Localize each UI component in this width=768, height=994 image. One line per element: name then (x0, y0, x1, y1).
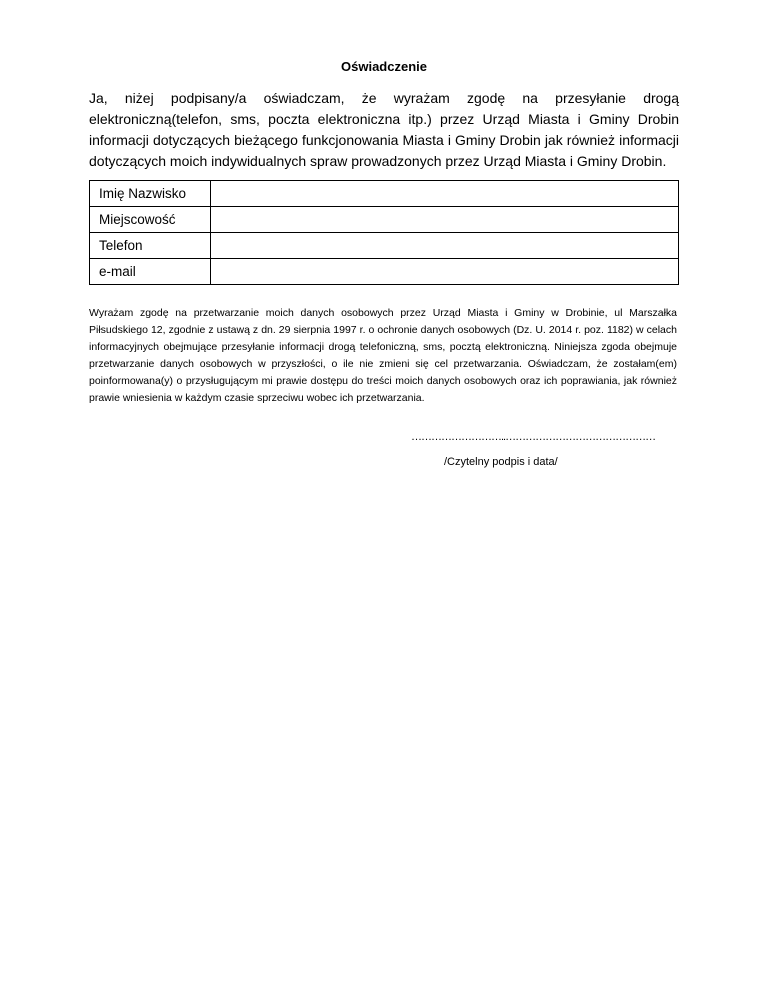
document-title: Oświadczenie (341, 59, 427, 74)
field-value-city[interactable] (211, 207, 679, 233)
field-label-phone: Telefon (90, 233, 211, 259)
field-value-email[interactable] (211, 259, 679, 285)
table-row (90, 259, 679, 285)
personal-data-table (89, 180, 679, 285)
field-label-city: Miejscowość (90, 207, 211, 233)
document-page (89, 58, 679, 407)
intro-paragraph: Ja, niżej podpisany/a oświadczam, że wyrażam zgodę na przesyłanie drogą elektroniczną(telefon, sms, poczta elektroniczna itp.) przez Urząd Miasta i Gminy Drobin informacji dotyczących bieżącego funkcjonowania Miasta i Gminy Drobin jak również informacji dotyczących moich indywidualnych spraw prowadzonych przez Urząd Miasta i Gminy Drobin. (89, 90, 679, 169)
table-row (90, 181, 679, 207)
signature-line: ………………………..……………………………………… (411, 431, 656, 443)
signature-caption: /Czytelny podpis i data/ (444, 456, 558, 468)
table-row (90, 233, 679, 259)
consent-paragraph: Wyrażam zgodę na przetwarzanie moich danych osobowych przez Urząd Miasta i Gminy w Drobinie, ul Marszałka Piłsudskiego 12, zgodnie z ustawą z dn. 29 sierpnia 1997 r. o ochronie danych osobowych (Dz. U. 2014 r. poz. 1182) w celach informacyjnych obejmujące przesyłanie informacji drogą telefoniczną, sms, pocztą elektroniczną. Niniejsza zgoda obejmuje przetwarzanie danych osobowych w przyszłości, o ile nie zmieni się cel przetwarzania. Oświadczam, że zostałam(em) poinformowana(y) o przysługującym mi prawie dostępu do treści moich danych osobowych oraz ich poprawiania, jak również prawie wniesienia w każdym czasie sprzeciwu wobec ich przetwarzania. (89, 307, 677, 404)
field-label-email: e-mail (90, 259, 211, 285)
field-value-phone[interactable] (211, 233, 679, 259)
field-label-name: Imię Nazwisko (90, 181, 211, 207)
field-value-name[interactable] (211, 181, 679, 207)
table-row (90, 207, 679, 233)
